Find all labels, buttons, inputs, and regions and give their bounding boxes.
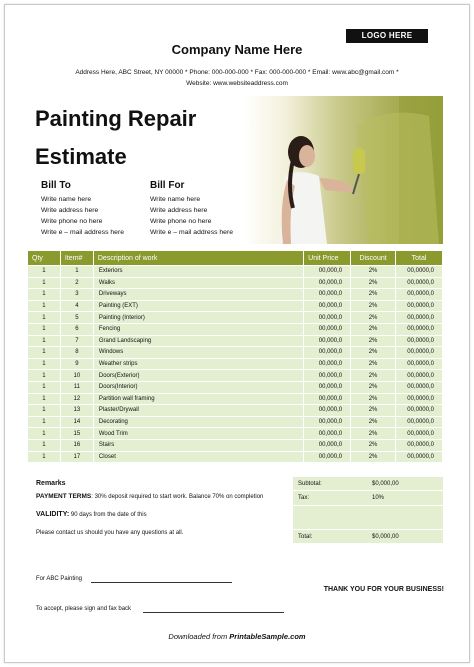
- tax-row: [293, 491, 443, 506]
- subtotal-label: Subtotal:: [298, 481, 322, 487]
- row-qty: 1: [28, 312, 61, 324]
- spacer-row: [293, 506, 443, 530]
- row-unit-price: 00,000,0: [304, 381, 351, 393]
- row-discount: 2%: [351, 335, 396, 347]
- row-total: 00,0000,0: [396, 428, 443, 440]
- bill-to-address[interactable]: Write address here: [41, 207, 99, 214]
- row-description: Windows: [93, 347, 303, 359]
- row-qty: 1: [28, 323, 61, 335]
- row-qty: 1: [28, 300, 61, 312]
- row-total: 00,0000,0: [396, 300, 443, 312]
- payment-terms: [36, 492, 286, 502]
- row-description: Weather strips: [93, 358, 303, 370]
- row-unit-price: 00,000,0: [304, 439, 351, 451]
- table-row: [28, 323, 443, 335]
- table-row: [28, 289, 443, 301]
- row-unit-price: 00,000,0: [304, 358, 351, 370]
- accept-signature-line[interactable]: [143, 612, 284, 613]
- row-unit-price: 00,000,0: [304, 335, 351, 347]
- title-line-1: Painting Repair: [35, 106, 197, 131]
- bill-to-heading: Bill To: [41, 180, 71, 191]
- table-row: [28, 428, 443, 440]
- row-total: 00,0000,0: [396, 277, 443, 289]
- row-description: Grand Landscaping: [93, 335, 303, 347]
- company-address: [0, 67, 474, 89]
- row-item-number: 5: [60, 312, 93, 324]
- estimate-table: [27, 250, 443, 463]
- row-item-number: 15: [60, 428, 93, 440]
- table-row: [28, 266, 443, 278]
- validity: [36, 510, 286, 520]
- row-unit-price: 00,000,0: [304, 289, 351, 301]
- row-discount: 2%: [351, 312, 396, 324]
- company-signature-line[interactable]: [91, 582, 232, 583]
- row-description: Partition wall framing: [93, 393, 303, 405]
- row-discount: 2%: [351, 393, 396, 405]
- row-discount: 2%: [351, 416, 396, 428]
- row-item-number: 11: [60, 381, 93, 393]
- table-row: [28, 405, 443, 417]
- address-line: Address Here, ABC Street, NY 00000 * Phone: 000-000-000 * Fax: 000-000-000 * Email: www.abc@gmail.com *: [75, 69, 399, 76]
- table-row: [28, 451, 443, 463]
- table-row: [28, 381, 443, 393]
- col-unit-price: Unit Price: [304, 251, 351, 266]
- row-total: 00,0000,0: [396, 381, 443, 393]
- subtotal-value: $0,000,00: [372, 481, 399, 487]
- row-qty: 1: [28, 266, 61, 278]
- row-qty: 1: [28, 347, 61, 359]
- row-total: 00,0000,0: [396, 323, 443, 335]
- row-unit-price: 00,000,0: [304, 277, 351, 289]
- payment-terms-label: PAYMENT TERMS: [36, 493, 92, 500]
- row-discount: 2%: [351, 300, 396, 312]
- table-row: [28, 277, 443, 289]
- row-description: Doors(Exterior): [93, 370, 303, 382]
- row-discount: 2%: [351, 289, 396, 301]
- row-description: Doors(Interior): [93, 381, 303, 393]
- totals-box: [293, 477, 443, 544]
- footer-prefix: Downloaded from: [168, 632, 230, 641]
- row-description: Fencing: [93, 323, 303, 335]
- row-total: 00,0000,0: [396, 416, 443, 428]
- row-item-number: 3: [60, 289, 93, 301]
- table-row: [28, 370, 443, 382]
- row-description: Plaster/Drywall: [93, 405, 303, 417]
- row-qty: 1: [28, 370, 61, 382]
- row-discount: 2%: [351, 439, 396, 451]
- row-qty: 1: [28, 439, 61, 451]
- col-description: Description of work: [93, 251, 303, 266]
- bill-for-phone[interactable]: Write phone no here: [150, 218, 212, 225]
- row-unit-price: 00,000,0: [304, 393, 351, 405]
- col-qty: Qty: [28, 251, 61, 266]
- row-item-number: 9: [60, 358, 93, 370]
- row-qty: 1: [28, 416, 61, 428]
- row-unit-price: 00,000,0: [304, 416, 351, 428]
- remarks-section: [36, 479, 286, 538]
- row-discount: 2%: [351, 347, 396, 359]
- row-description: Painting (EXT): [93, 300, 303, 312]
- remarks-title: Remarks: [36, 480, 66, 487]
- table-row: [28, 416, 443, 428]
- row-total: 00,0000,0: [396, 347, 443, 359]
- row-qty: 1: [28, 277, 61, 289]
- bill-to-block: [41, 178, 124, 238]
- subtotal-row: [293, 477, 443, 491]
- row-total: 00,0000,0: [396, 289, 443, 301]
- tax-value: 10%: [372, 495, 385, 501]
- row-item-number: 4: [60, 300, 93, 312]
- payment-terms-text: : 30% deposit required to start work. Balance 70% on completion: [91, 494, 264, 500]
- row-unit-price: 00,000,0: [304, 405, 351, 417]
- table-row: [28, 393, 443, 405]
- table-row: [28, 439, 443, 451]
- accept-signature-label: To accept, please sign and fax back: [36, 606, 132, 612]
- row-total: 00,0000,0: [396, 312, 443, 324]
- row-description: Walks: [93, 277, 303, 289]
- bill-for-address[interactable]: Write address here: [150, 207, 208, 214]
- contact-note: Please contact us should you have any questions at all.: [36, 530, 184, 536]
- row-description: Driveways: [93, 289, 303, 301]
- row-discount: 2%: [351, 405, 396, 417]
- row-description: Painting (Interior): [93, 312, 303, 324]
- logo-placeholder: LOGO HERE: [346, 29, 428, 43]
- row-qty: 1: [28, 428, 61, 440]
- thank-you-note: THANK YOU FOR YOUR BUSINESS!: [323, 586, 444, 593]
- bill-for-block: [150, 178, 233, 238]
- validity-text: 90 days from the date of this: [69, 512, 147, 518]
- row-qty: 1: [28, 405, 61, 417]
- row-unit-price: 00,000,0: [304, 312, 351, 324]
- row-total: 00,0000,0: [396, 266, 443, 278]
- validity-label: VALIDITY:: [36, 511, 70, 518]
- row-item-number: 1: [60, 266, 93, 278]
- total-row: [293, 530, 443, 544]
- table-row: [28, 312, 443, 324]
- row-total: 00,0000,0: [396, 370, 443, 382]
- row-item-number: 6: [60, 323, 93, 335]
- table-row: [28, 335, 443, 347]
- tax-label: Tax:: [298, 495, 310, 501]
- table-row: [28, 347, 443, 359]
- row-total: 00,0000,0: [396, 405, 443, 417]
- row-qty: 1: [28, 335, 61, 347]
- row-discount: 2%: [351, 381, 396, 393]
- company-name: Company Name Here: [171, 42, 303, 57]
- row-total: 00,0000,0: [396, 393, 443, 405]
- row-unit-price: 00,000,0: [304, 428, 351, 440]
- row-unit-price: 00,000,0: [304, 370, 351, 382]
- row-item-number: 16: [60, 439, 93, 451]
- bill-to-phone[interactable]: Write phone no here: [41, 218, 103, 225]
- hero-banner: [27, 96, 443, 244]
- table-header-row: [28, 251, 443, 266]
- row-discount: 2%: [351, 451, 396, 463]
- row-description: Closet: [93, 451, 303, 463]
- document-title: [35, 100, 196, 176]
- col-item: Item#: [60, 251, 93, 266]
- footer-credit: [0, 632, 474, 641]
- row-item-number: 10: [60, 370, 93, 382]
- row-description: Stairs: [93, 439, 303, 451]
- total-value: $0,000,00: [372, 534, 399, 540]
- bill-to-name[interactable]: Write name here: [41, 196, 92, 203]
- row-qty: 1: [28, 393, 61, 405]
- row-qty: 1: [28, 381, 61, 393]
- title-line-2: Estimate: [35, 144, 127, 169]
- row-description: Exteriors: [93, 266, 303, 278]
- table-row: [28, 358, 443, 370]
- website-line: Website: www.websiteaddress.com: [186, 80, 288, 87]
- row-unit-price: 00,000,0: [304, 300, 351, 312]
- row-description: Wood Trim: [93, 428, 303, 440]
- bill-for-heading: Bill For: [150, 180, 185, 191]
- bill-to-email[interactable]: Write e – mail address here: [41, 229, 124, 236]
- row-discount: 2%: [351, 370, 396, 382]
- row-discount: 2%: [351, 277, 396, 289]
- row-total: 00,0000,0: [396, 358, 443, 370]
- row-unit-price: 00,000,0: [304, 266, 351, 278]
- bill-for-name[interactable]: Write name here: [150, 196, 201, 203]
- painter-photo: [249, 96, 443, 244]
- row-qty: 1: [28, 358, 61, 370]
- row-total: 00,0000,0: [396, 451, 443, 463]
- row-unit-price: 00,000,0: [304, 347, 351, 359]
- row-total: 00,0000,0: [396, 335, 443, 347]
- row-unit-price: 00,000,0: [304, 323, 351, 335]
- row-description: Decorating: [93, 416, 303, 428]
- row-qty: 1: [28, 289, 61, 301]
- row-discount: 2%: [351, 428, 396, 440]
- row-item-number: 14: [60, 416, 93, 428]
- row-discount: 2%: [351, 323, 396, 335]
- bill-for-email[interactable]: Write e – mail address here: [150, 229, 233, 236]
- col-discount: Discount: [351, 251, 396, 266]
- row-total: 00,0000,0: [396, 439, 443, 451]
- row-item-number: 13: [60, 405, 93, 417]
- col-total: Total: [396, 251, 443, 266]
- row-item-number: 17: [60, 451, 93, 463]
- company-signature-label: For ABC Painting: [36, 576, 83, 582]
- footer-site-link[interactable]: PrintableSample.com: [229, 632, 306, 641]
- row-item-number: 12: [60, 393, 93, 405]
- row-unit-price: 00,000,0: [304, 451, 351, 463]
- total-label: Total:: [298, 534, 313, 540]
- table-row: [28, 300, 443, 312]
- row-qty: 1: [28, 451, 61, 463]
- row-discount: 2%: [351, 358, 396, 370]
- row-discount: 2%: [351, 266, 396, 278]
- row-item-number: 8: [60, 347, 93, 359]
- row-item-number: 2: [60, 277, 93, 289]
- row-item-number: 7: [60, 335, 93, 347]
